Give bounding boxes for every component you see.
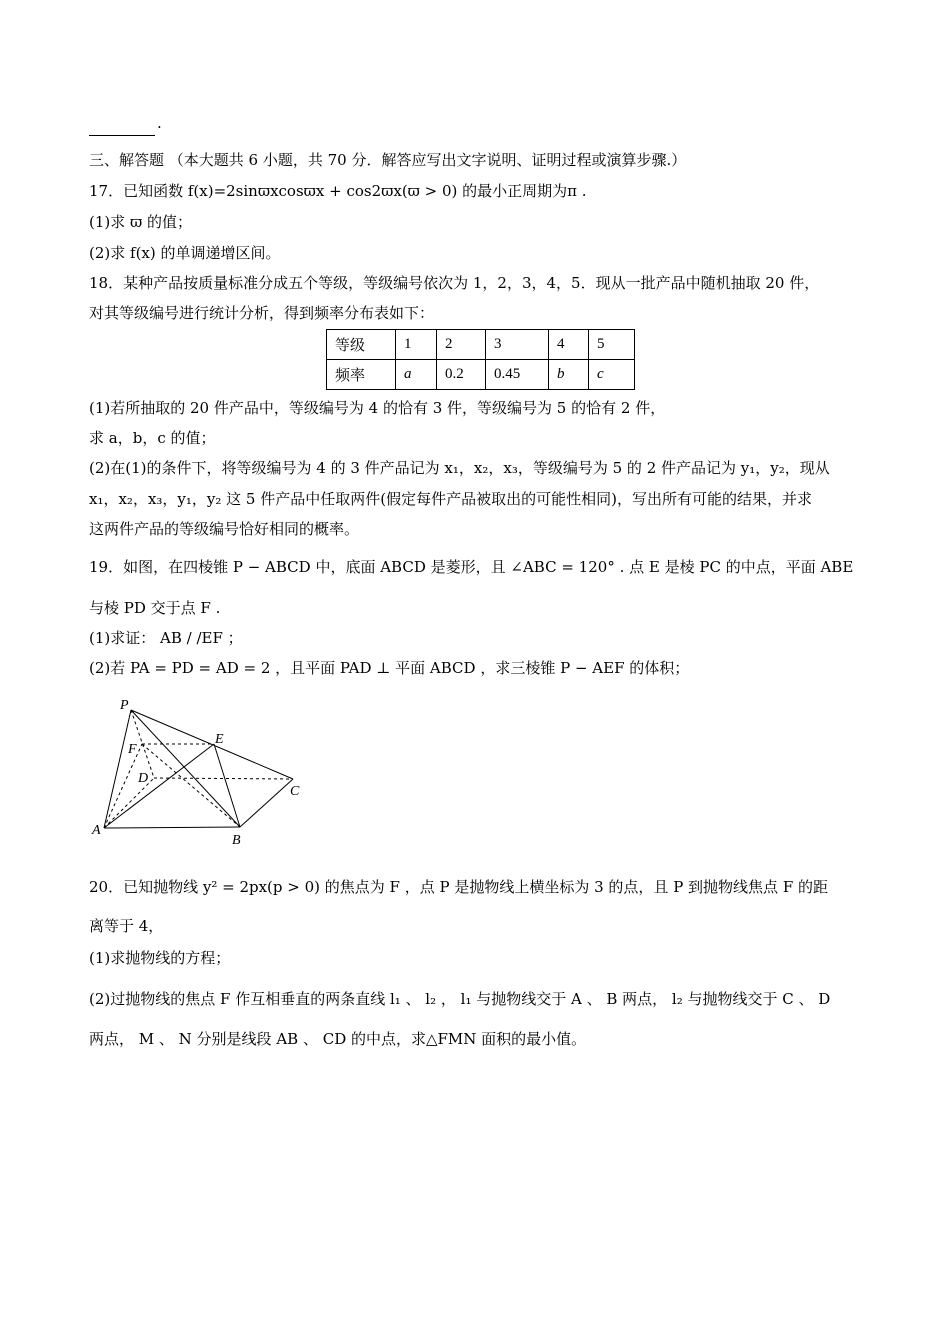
segment-FB — [142, 744, 240, 827]
table-cell: 5 — [589, 330, 635, 360]
q18-part2-line1: (2)在(1)的条件下，将等级编号为 4 的 3 件产品记为 x₁，x₂，x₃，等级编号为 5 的 2 件产品记为 y₁，y₂，现从 — [89, 459, 830, 477]
label-A: A — [92, 823, 101, 838]
q19-stem-line1: 19．如图，在四棱锥 P − ABCD 中，底面 ABCD 是菱形，且 ∠ABC = 120° . 点 E 是棱 PC 的中点，平面 ABE — [89, 558, 854, 576]
table-cell: 1 — [396, 330, 437, 360]
q18-part2-line2: x₁，x₂，x₃，y₁，y₂ 这 5 件产品中任取两件(假定每件产品被取出的可能性相同)，写出所有可能的结果，并求 — [89, 490, 812, 508]
table-cell: 2 — [437, 330, 486, 360]
label-F: F — [128, 742, 137, 757]
q19-stem-line2: 与棱 PD 交于点 F . — [89, 599, 221, 617]
edge-BC — [240, 779, 293, 827]
q18-stem-line2: 对其等级编号进行统计分析，得到频率分布表如下： — [89, 304, 435, 322]
q17-stem: 17．已知函数 f(x)=2sinϖxcosϖx + cos2ϖx(ϖ > 0) 的最小正周期为π . — [89, 182, 587, 200]
table-cell: c — [589, 360, 635, 390]
q18-part1-line1: (1)若所抽取的 20 件产品中，等级编号为 4 的恰有 3 件，等级编号为 5 的恰有 2 件， — [89, 399, 666, 417]
label-C: C — [290, 784, 300, 799]
pyramid-figure — [88, 695, 318, 855]
table-cell: 4 — [549, 330, 589, 360]
table-cell: 0.45 — [486, 360, 549, 390]
edge-AB — [104, 827, 240, 828]
table-cell: 等级 — [327, 330, 396, 360]
q19-part2: (2)若 PA = PD = AD = 2 ，且平面 PAD ⊥ 平面 ABCD ，求三棱锥 P − AEF 的体积； — [89, 659, 690, 677]
table-cell: 频率 — [327, 360, 396, 390]
table-cell: 3 — [486, 330, 549, 360]
q20-stem-line2: 离等于 4， — [89, 917, 164, 935]
q20-part2-line2: 两点， M 、 N 分别是线段 AB 、 CD 的中点，求△FMN 面积的最小值。 — [89, 1030, 587, 1048]
table-cell: a — [396, 360, 437, 390]
table-row — [327, 360, 635, 390]
edge-DC — [154, 778, 293, 779]
table-cell: b — [549, 360, 589, 390]
edge-PB — [131, 710, 240, 827]
q20-part1: (1)求抛物线的方程； — [89, 949, 231, 967]
section-title: 三、解答题 （本大题共 6 小题，共 70 分．解答应写出文字说明、证明过程或演算步骤.） — [89, 151, 687, 169]
q20-stem-line1: 20．已知抛物线 y² = 2px(p > 0) 的焦点为 F ，点 P 是抛物线上横坐标为 3 的点，且 P 到抛物线焦点 F 的距 — [89, 878, 829, 896]
q20-part2-line1: (2)过抛物线的焦点 F 作互相垂直的两条直线 l₁ 、 l₂ ， l₁ 与抛物线交于 A 、 B 两点， l₂ 与抛物线交于 C 、 D — [89, 990, 831, 1008]
q18-part1-line2: 求 a，b，c 的值； — [89, 429, 216, 447]
label-E: E — [215, 732, 224, 747]
segment-EB — [214, 744, 240, 827]
label-P: P — [120, 698, 129, 713]
label-B: B — [232, 833, 241, 848]
table-header-row — [327, 330, 635, 360]
q17-part1: (1)求 ϖ 的值； — [89, 213, 193, 231]
table-cell: 0.2 — [437, 360, 486, 390]
q17-part2: (2)求 f(x) 的单调递增区间。 — [89, 244, 281, 262]
q18-stem-line1: 18．某种产品按质量标准分成五个等级，等级编号依次为 1，2，3，4，5．现从一批产品中随机抽取 20 件， — [89, 274, 820, 292]
answer-blank — [89, 119, 155, 136]
label-D: D — [138, 771, 149, 786]
blank-period: . — [157, 114, 162, 132]
frequency-table — [326, 329, 635, 390]
q18-part2-line3: 这两件产品的等级编号恰好相同的概率。 — [89, 520, 360, 538]
q19-part1: (1)求证： AB / /EF ； — [89, 629, 243, 647]
